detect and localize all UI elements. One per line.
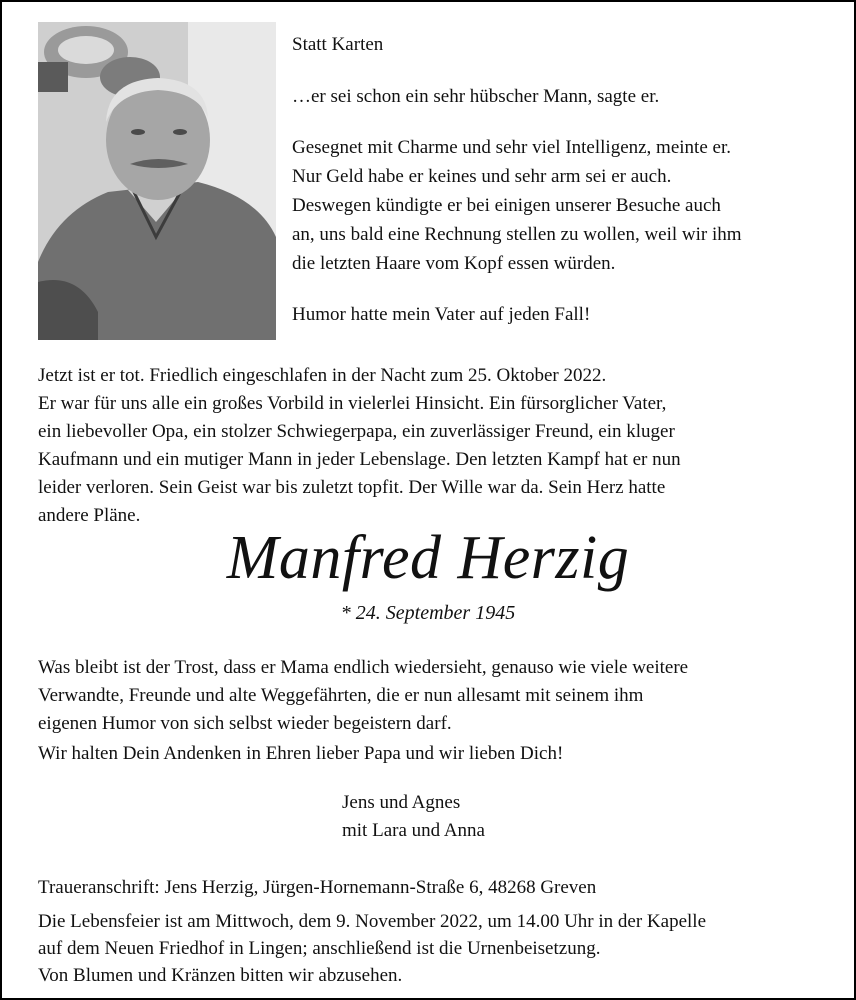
intro-quote: …er sei schon ein sehr hübscher Mann, sagte er. bbox=[292, 86, 660, 107]
main-line: andere Pläne. bbox=[38, 505, 141, 526]
deceased-name: Manfred Herzig bbox=[226, 524, 630, 592]
intro-line: die letzten Haare vom Kopf essen würden. bbox=[292, 253, 616, 274]
main-line: Kaufmann und ein mutiger Mann in jeder Lebenslage. Den letzten Kampf hat er nun bbox=[38, 449, 681, 470]
main-line: Er war für uns alle ein großes Vorbild in vielerlei Hinsicht. Ein fürsorglicher Vater, bbox=[38, 393, 667, 414]
ceremony-info bbox=[38, 908, 838, 989]
ceremony-line: auf dem Neuen Friedhof in Lingen; anschließend ist die Urnenbeisetzung. bbox=[38, 938, 601, 959]
portrait-illustration bbox=[38, 22, 276, 340]
main-line: Jetzt ist er tot. Friedlich eingeschlafen in der Nacht zum 25. Oktober 2022. bbox=[38, 365, 607, 386]
comfort-line: Verwandte, Freunde und alte Weggefährten, die er nun allesamt mit seinem ihm bbox=[38, 685, 644, 706]
intro-humor: Humor hatte mein Vater auf jeden Fall! bbox=[292, 304, 591, 325]
intro-line: Deswegen kündigte er bei einigen unserer Besuche auch bbox=[292, 195, 721, 216]
portrait-photo bbox=[38, 22, 276, 340]
ceremony-line: Von Blumen und Kränzen bitten wir abzusehen. bbox=[38, 965, 403, 986]
signer-line: mit Lara und Anna bbox=[342, 820, 485, 841]
intro-text bbox=[292, 30, 832, 329]
intro-line: Nur Geld habe er keines und sehr arm sei er auch. bbox=[292, 166, 672, 187]
intro-paragraph bbox=[292, 133, 832, 278]
ceremony-line: Die Lebensfeier ist am Mittwoch, dem 9. November 2022, um 14.00 Uhr in der Kapelle bbox=[38, 911, 706, 932]
birth-date: * 24. September 1945 bbox=[340, 602, 516, 624]
signer-line: Jens und Agnes bbox=[342, 792, 461, 813]
main-line: ein liebevoller Opa, ein stolzer Schwiegerpapa, ein zuverlässiger Freund, ein kluger bbox=[38, 421, 675, 442]
main-line: leider verloren. Sein Geist war bis zuletzt topfit. Der Wille war da. Sein Herz hatte bbox=[38, 477, 666, 498]
mourning-address: Traueranschrift: Jens Herzig, Jürgen-Hornemann-Straße 6, 48268 Greven bbox=[38, 877, 597, 898]
comfort-line: eigenen Humor von sich selbst wieder begeistern darf. bbox=[38, 713, 452, 734]
intro-heading: Statt Karten bbox=[292, 34, 384, 55]
signers bbox=[342, 789, 485, 845]
intro-line: Gesegnet mit Charme und sehr viel Intelligenz, meinte er. bbox=[292, 137, 731, 158]
main-paragraph bbox=[38, 362, 828, 530]
remembrance-line: Wir halten Dein Andenken in Ehren lieber Papa und wir lieben Dich! bbox=[38, 743, 564, 764]
comfort-line: Was bleibt ist der Trost, dass er Mama endlich wiedersieht, genauso wie viele weitere bbox=[38, 657, 689, 678]
intro-line: an, uns bald eine Rechnung stellen zu wollen, weil wir ihm bbox=[292, 224, 742, 245]
comfort-paragraph bbox=[38, 654, 838, 738]
